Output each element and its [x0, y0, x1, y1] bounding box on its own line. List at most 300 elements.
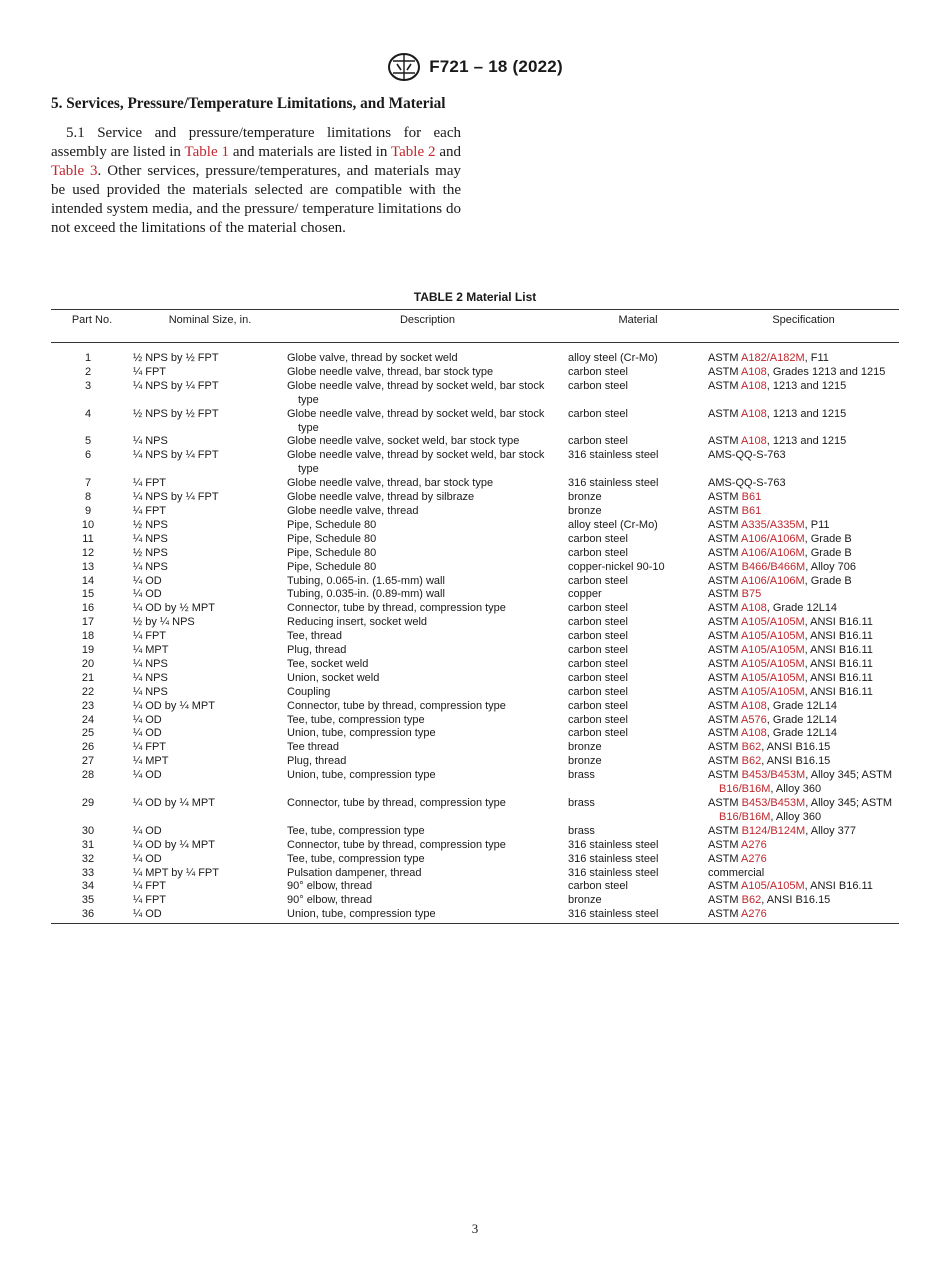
material-cell: brass: [568, 824, 595, 837]
spec-text: , ANSI B16.15: [761, 894, 831, 907]
specification-cell: [708, 408, 899, 436]
material-cell: carbon steel: [568, 546, 628, 559]
specification-cell: [708, 769, 899, 797]
specification-cell: [708, 686, 899, 700]
spec-text: , ANSI B16.15: [761, 755, 831, 768]
description-cell: [287, 519, 568, 533]
material-cell: 316 stainless steel: [568, 477, 659, 490]
specification-cell: [708, 505, 899, 519]
spec-link[interactable]: B124/B124M: [741, 824, 806, 837]
description-cell: [287, 686, 568, 700]
table-title: TABLE 2 Material List: [413, 290, 537, 304]
section-heading: 5. Services, Pressure/Temperature Limitations, and Material: [51, 95, 446, 112]
col-header-specification: Specification: [708, 310, 899, 343]
spec-link[interactable]: B62: [741, 755, 762, 768]
spec-link[interactable]: B453/B453M: [741, 797, 806, 809]
spec-text: ASTM: [708, 644, 742, 657]
spec-text: ASTM: [708, 908, 742, 921]
spec-link[interactable]: A182/A182M: [741, 352, 805, 364]
material-cell: bronze: [568, 491, 602, 504]
specification-cell: [708, 658, 899, 672]
spec-link[interactable]: A106/A106M: [741, 546, 805, 559]
description-cell: [287, 602, 568, 616]
part-no-cell: 25: [81, 727, 95, 740]
table-row: [51, 686, 899, 700]
specification-cell: [708, 839, 899, 853]
description-text: Plug, thread: [287, 644, 347, 657]
part-no-cell: 36: [81, 908, 95, 921]
spec-text: ASTM: [708, 365, 742, 378]
specification-cell: [708, 449, 899, 477]
spec-text: ASTM: [708, 727, 742, 740]
description-cell: [287, 797, 568, 825]
spec-link[interactable]: A108: [741, 602, 767, 615]
part-no-cell: 32: [81, 852, 95, 865]
spec-link[interactable]: B466/B466M: [741, 560, 806, 573]
table3-link[interactable]: Table 3: [51, 162, 98, 179]
specification-cell: [708, 853, 899, 867]
material-cell: bronze: [568, 755, 602, 768]
table-row: [51, 343, 899, 366]
size-cell: ¼ NPS: [133, 685, 168, 698]
table-row: [51, 449, 899, 477]
specification-cell: [708, 575, 899, 589]
paragraph-text: and materials are listed in: [228, 143, 391, 160]
spec-link[interactable]: A108: [741, 379, 767, 392]
part-no-cell: 20: [81, 657, 95, 670]
description-cell: [287, 714, 568, 728]
part-no-cell: 23: [81, 699, 95, 712]
spec-text: ASTM: [708, 616, 742, 629]
table-header-row: [51, 310, 899, 343]
spec-link[interactable]: B75: [741, 588, 762, 601]
specification-cell: [708, 435, 899, 449]
part-no-cell: 10: [81, 518, 95, 531]
spec-link[interactable]: A108: [741, 699, 767, 712]
size-cell: ½ NPS: [133, 518, 168, 531]
size-cell: ¼ NPS: [133, 671, 168, 684]
spec-link[interactable]: B16/B16M: [719, 810, 771, 823]
table-row: [51, 491, 899, 505]
spec-link[interactable]: A108: [741, 435, 767, 448]
description-text: Globe needle valve, thread by socket weld, bar stock type: [287, 379, 545, 406]
material-cell: carbon steel: [568, 602, 628, 615]
spec-text: ASTM: [708, 379, 742, 392]
material-cell: carbon steel: [568, 616, 628, 629]
spec-text: ASTM: [708, 755, 742, 768]
description-text: Union, tube, compression type: [287, 908, 436, 921]
description-text: Pipe, Schedule 80: [287, 560, 377, 573]
description-text: Globe needle valve, thread by socket weld, bar stock type: [287, 407, 545, 434]
part-no-cell: 14: [81, 574, 95, 587]
size-cell: ¼ OD: [133, 713, 162, 726]
description-text: 90° elbow, thread: [287, 880, 373, 893]
size-cell: ½ NPS: [133, 546, 168, 559]
specification-cell: [708, 561, 899, 575]
table1-link[interactable]: Table 1: [184, 143, 229, 160]
spec-text: commercial: [708, 866, 765, 879]
part-no-cell: 6: [84, 449, 92, 462]
description-cell: [287, 477, 568, 491]
size-cell: ¼ OD: [133, 727, 162, 740]
material-cell: alloy steel (Cr-Mo): [568, 518, 658, 531]
table-row: [51, 505, 899, 519]
material-cell: carbon steel: [568, 435, 628, 448]
spec-text: , Grade B: [804, 546, 852, 559]
size-cell: ¼ OD: [133, 824, 162, 837]
spec-text: ASTM: [708, 713, 742, 726]
specification-cell: [708, 547, 899, 561]
table-row: [51, 575, 899, 589]
description-text: Plug, thread: [287, 755, 347, 768]
specification-cell: [708, 908, 899, 923]
spec-text: ASTM: [708, 630, 742, 643]
document-id: F721 – 18 (2022): [429, 57, 563, 76]
material-cell: bronze: [568, 504, 602, 517]
specification-cell: [708, 880, 899, 894]
description-text: Tubing, 0.035-in. (0.89-mm) wall: [287, 588, 445, 601]
part-no-cell: 9: [84, 504, 92, 517]
material-cell: carbon steel: [568, 657, 628, 670]
description-text: Union, tube, compression type: [287, 769, 436, 782]
spec-text: ASTM: [708, 699, 742, 712]
spec-text: , P11: [804, 518, 830, 531]
table-row: [51, 880, 899, 894]
part-no-cell: 17: [81, 616, 95, 629]
spec-link[interactable]: B61: [741, 491, 762, 504]
description-cell: [287, 380, 568, 408]
material-cell: carbon steel: [568, 407, 628, 420]
spec-link[interactable]: B16/B16M: [719, 783, 771, 796]
size-cell: ¼ MPT: [133, 644, 169, 657]
table-row: [51, 853, 899, 867]
spec-text: ASTM: [708, 588, 742, 601]
description-text: Tee thread: [287, 741, 339, 754]
part-no-cell: 26: [81, 741, 95, 754]
part-no-cell: 16: [81, 602, 95, 615]
specification-cell: [708, 602, 899, 616]
size-cell: ½ NPS by ½ FPT: [133, 407, 219, 420]
spec-link[interactable]: A276: [741, 908, 767, 921]
table-row: [51, 741, 899, 755]
spec-text: AMS-QQ-S-763: [708, 449, 786, 462]
spec-link[interactable]: A276: [741, 852, 767, 865]
size-cell: ¼ OD: [133, 769, 162, 782]
spec-link[interactable]: B61: [741, 504, 762, 517]
size-cell: ½ by ¼ NPS: [133, 616, 195, 629]
part-no-cell: 33: [81, 866, 95, 879]
material-cell: carbon steel: [568, 532, 628, 545]
spec-text: AMS-QQ-S-763: [708, 477, 786, 490]
description-cell: [287, 672, 568, 686]
description-text: Pipe, Schedule 80: [287, 518, 377, 531]
table-row: [51, 755, 899, 769]
description-text: Globe needle valve, thread, bar stock type: [287, 477, 494, 490]
part-no-cell: 13: [81, 560, 95, 573]
part-no-cell: 7: [84, 477, 92, 490]
size-cell: ¼ OD: [133, 574, 162, 587]
description-cell: [287, 880, 568, 894]
spec-link[interactable]: A576: [741, 713, 767, 726]
description-cell: [287, 343, 568, 366]
part-no-cell: 1: [84, 352, 92, 364]
description-cell: [287, 630, 568, 644]
description-cell: [287, 588, 568, 602]
spec-text: , Grade 12L14: [766, 727, 838, 740]
spec-text: , ANSI B16.11: [804, 657, 873, 670]
spec-text: , Grade B: [804, 574, 852, 587]
table-row: [51, 908, 899, 923]
spec-link[interactable]: A105/A105M: [741, 644, 805, 657]
description-text: Connector, tube by thread, compression type: [287, 699, 506, 712]
spec-text: ASTM: [708, 671, 742, 684]
part-no-cell: 5: [84, 435, 92, 448]
material-cell: 316 stainless steel: [568, 866, 659, 879]
spec-link[interactable]: A106/A106M: [741, 574, 805, 587]
table-row: [51, 561, 899, 575]
description-cell: [287, 435, 568, 449]
spec-link[interactable]: A335/A335M: [741, 518, 805, 531]
description-text: Tee, socket weld: [287, 657, 369, 670]
specification-cell: [708, 825, 899, 839]
col-header-description: Description: [287, 310, 568, 343]
size-cell: ¼ FPT: [133, 630, 167, 643]
table-row: [51, 435, 899, 449]
part-no-cell: 22: [81, 685, 95, 698]
specification-cell: [708, 755, 899, 769]
spec-link[interactable]: B62: [741, 894, 762, 907]
description-cell: [287, 727, 568, 741]
size-cell: ¼ NPS by ¼ FPT: [133, 379, 219, 392]
spec-text: , 1213 and 1215: [766, 379, 847, 392]
size-cell: ¼ FPT: [133, 365, 167, 378]
table-row: [51, 602, 899, 616]
spec-text: , Alloy 345; ASTM: [805, 769, 893, 782]
spec-link[interactable]: A106/A106M: [741, 532, 805, 545]
spec-text: ASTM: [708, 852, 742, 865]
col-header-size: Nominal Size, in.: [133, 310, 287, 343]
spec-link[interactable]: A105/A105M: [741, 657, 805, 670]
spec-text: , Alloy 360: [770, 783, 822, 796]
part-no-cell: 3: [84, 379, 92, 392]
description-cell: [287, 561, 568, 575]
specification-cell: [708, 616, 899, 630]
material-cell: carbon steel: [568, 365, 628, 378]
spec-link[interactable]: A108: [741, 727, 767, 740]
description-text: Tee, tube, compression type: [287, 713, 425, 726]
size-cell: ¼ MPT by ¼ FPT: [133, 866, 219, 879]
description-cell: [287, 408, 568, 436]
spec-text: ASTM: [708, 574, 742, 587]
table-row: [51, 630, 899, 644]
size-cell: ¼ FPT: [133, 880, 167, 893]
table-row: [51, 408, 899, 436]
part-no-cell: 35: [81, 894, 95, 907]
size-cell: ¼ OD by ¼ MPT: [133, 797, 215, 809]
material-cell: carbon steel: [568, 574, 628, 587]
description-cell: [287, 491, 568, 505]
specification-cell: [708, 380, 899, 408]
size-cell: ½ NPS by ½ FPT: [133, 352, 219, 364]
description-cell: [287, 658, 568, 672]
spec-text: ASTM: [708, 560, 742, 573]
spec-text: ASTM: [708, 685, 742, 698]
material-cell: carbon steel: [568, 630, 628, 643]
spec-link[interactable]: A105/A105M: [741, 671, 805, 684]
col-header-part-no: Part No.: [51, 310, 133, 343]
specification-cell: [708, 672, 899, 686]
part-no-cell: 18: [81, 630, 95, 643]
paragraph-text: and: [435, 143, 461, 160]
description-text: Connector, tube by thread, compression type: [287, 838, 506, 851]
size-cell: ¼ OD: [133, 908, 162, 921]
material-cell: carbon steel: [568, 699, 628, 712]
specification-cell: [708, 727, 899, 741]
table-row: [51, 867, 899, 881]
spec-text: ASTM: [708, 546, 742, 559]
part-no-cell: 4: [84, 407, 92, 420]
table-row: [51, 825, 899, 839]
col-header-material: Material: [568, 310, 708, 343]
table-row: [51, 644, 899, 658]
spec-text: ASTM: [708, 435, 742, 448]
description-cell: [287, 547, 568, 561]
table-row: [51, 727, 899, 741]
spec-text: , 1213 and 1215: [766, 407, 847, 420]
description-cell: [287, 755, 568, 769]
part-no-cell: 11: [82, 532, 94, 545]
specification-cell: [708, 714, 899, 728]
spec-link[interactable]: A108: [741, 407, 767, 420]
description-text: Union, socket weld: [287, 671, 380, 684]
part-no-cell: 19: [81, 644, 95, 657]
specification-cell: [708, 519, 899, 533]
table-row: [51, 616, 899, 630]
description-text: Tee, tube, compression type: [287, 824, 425, 837]
part-no-cell: 28: [81, 769, 95, 782]
spec-text: ASTM: [708, 797, 742, 809]
size-cell: ¼ NPS: [133, 657, 168, 670]
size-cell: ¼ NPS: [133, 532, 168, 545]
specification-cell: [708, 588, 899, 602]
part-no-cell: 30: [81, 824, 95, 837]
spec-text: , ANSI B16.11: [804, 630, 873, 643]
specification-cell: [708, 867, 899, 881]
spec-text: , Grade 12L14: [766, 699, 838, 712]
description-cell: [287, 575, 568, 589]
spec-text: , F11: [804, 352, 829, 364]
table-row: [51, 700, 899, 714]
description-cell: [287, 825, 568, 839]
spec-text: ASTM: [708, 824, 742, 837]
specification-cell: [708, 630, 899, 644]
spec-text: , Grade 12L14: [766, 602, 838, 615]
spec-link[interactable]: A276: [741, 838, 767, 851]
description-text: Pipe, Schedule 80: [287, 532, 377, 545]
specification-cell: [708, 644, 899, 658]
spec-text: , ANSI B16.11: [804, 671, 873, 684]
description-cell: [287, 616, 568, 630]
description-cell: [287, 867, 568, 881]
spec-text: ASTM: [708, 352, 742, 364]
part-no-cell: 8: [84, 491, 92, 504]
size-cell: ¼ NPS: [133, 435, 168, 448]
specification-cell: [708, 477, 899, 491]
table-row: [51, 547, 899, 561]
size-cell: ¼ NPS by ¼ FPT: [133, 491, 219, 504]
description-cell: [287, 741, 568, 755]
specification-cell: [708, 797, 899, 825]
table-row: [51, 894, 899, 908]
table-row: [51, 714, 899, 728]
spec-text: ASTM: [708, 741, 742, 754]
part-no-cell: 27: [81, 755, 95, 768]
material-cell: 316 stainless steel: [568, 449, 659, 462]
material-cell: alloy steel (Cr-Mo): [568, 352, 658, 364]
material-cell: copper: [568, 588, 602, 601]
part-no-cell: 29: [81, 797, 95, 809]
part-no-cell: 2: [84, 365, 92, 378]
description-text: Globe needle valve, thread by socket weld, bar stock type: [287, 449, 545, 476]
section-paragraph: [51, 124, 461, 237]
size-cell: ¼ NPS by ¼ FPT: [133, 449, 219, 462]
specification-cell: [708, 700, 899, 714]
spec-link[interactable]: A105/A105M: [741, 685, 805, 698]
spec-text: , Alloy 377: [805, 824, 856, 837]
spec-text: ASTM: [708, 518, 742, 531]
size-cell: ¼ NPS: [133, 560, 168, 573]
spec-link[interactable]: A105/A105M: [741, 880, 805, 893]
description-cell: [287, 769, 568, 797]
description-text: Globe needle valve, thread by silbraze: [287, 491, 475, 504]
size-cell: ¼ FPT: [133, 741, 167, 754]
table2-link[interactable]: Table 2: [391, 143, 436, 160]
spec-text: , Alloy 706: [805, 560, 856, 573]
part-no-cell: 24: [81, 713, 95, 726]
description-text: Pipe, Schedule 80: [287, 546, 377, 559]
material-cell: carbon steel: [568, 685, 628, 698]
description-cell: [287, 839, 568, 853]
spec-link[interactable]: B453/B453M: [741, 769, 806, 782]
part-no-cell: 21: [81, 671, 95, 684]
description-text: Coupling: [287, 685, 331, 698]
paragraph-text: 5.1 Service and pressure/temperature limitations for each assembly are listed in: [51, 125, 461, 160]
size-cell: ¼ OD by ¼ MPT: [133, 699, 215, 712]
spec-link[interactable]: A105/A105M: [741, 630, 805, 643]
description-text: 90° elbow, thread: [287, 894, 373, 907]
spec-text: , Grade B: [804, 532, 852, 545]
spec-text: , 1213 and 1215: [766, 435, 847, 448]
description-text: Globe needle valve, thread, bar stock type: [287, 365, 494, 378]
spec-text: , ANSI B16.11: [804, 616, 873, 629]
description-text: Union, tube, compression type: [287, 727, 436, 740]
spec-text: ASTM: [708, 504, 742, 517]
material-list-table: [51, 309, 899, 924]
material-cell: brass: [568, 769, 595, 782]
spec-text: , ANSI B16.11: [804, 880, 873, 893]
spec-text: , ANSI B16.15: [761, 741, 831, 754]
spec-link[interactable]: A108: [741, 365, 767, 378]
material-cell: bronze: [568, 741, 602, 754]
spec-link[interactable]: A105/A105M: [741, 616, 805, 629]
size-cell: ¼ FPT: [133, 894, 167, 907]
table-row: [51, 769, 899, 797]
description-text: Connector, tube by thread, compression type: [287, 602, 506, 615]
material-cell: copper-nickel 90-10: [568, 560, 665, 573]
description-text: Tubing, 0.065-in. (1.65-mm) wall: [287, 574, 445, 587]
spec-link[interactable]: B62: [741, 741, 762, 754]
spec-text: , Grades 1213 and 1215: [766, 365, 886, 378]
